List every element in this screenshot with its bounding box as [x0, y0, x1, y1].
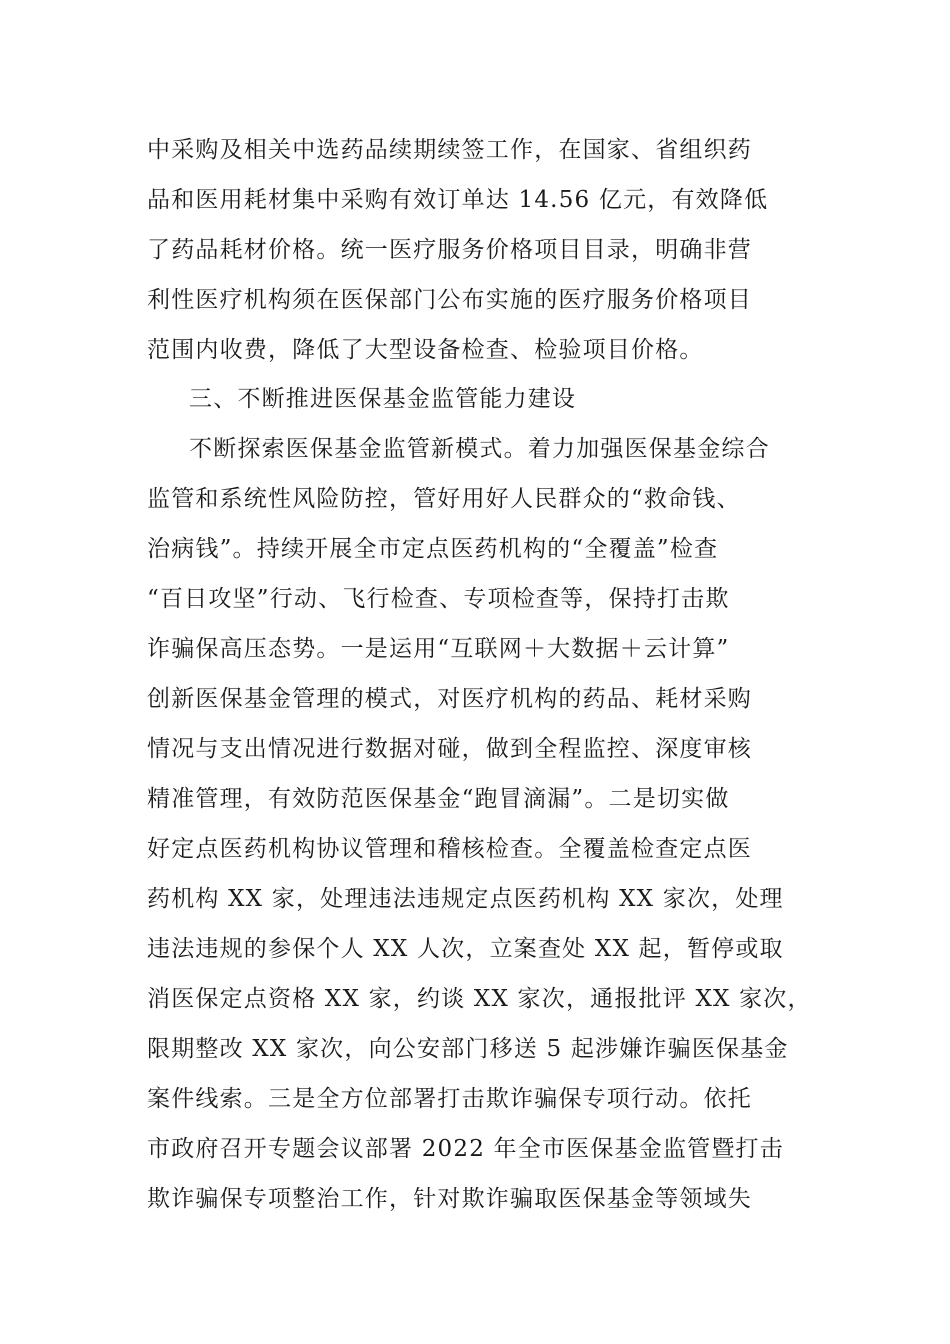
body-text-line: 情况与支出情况进行数据对碰，做到全程监控、深度审核: [147, 736, 752, 762]
body-text-line: “百日攻坚”行动、飞行检查、专项检查等，保持打击欺: [147, 586, 730, 612]
body-text-line: 诈骗保高压态势。一是运用“互联网＋大数据＋云计算”: [147, 636, 730, 662]
body-text-line: 违法违规的参保个人 XX 人次，立案查处 XX 起，暂停或取: [147, 936, 784, 962]
body-text-line: 欺诈骗保专项整治工作，针对欺诈骗取医保基金等领域失: [147, 1186, 752, 1212]
body-text-line: 治病钱”。持续开展全市定点医药机构的“全覆盖”检查: [147, 536, 719, 562]
body-text-line: 中采购及相关中选药品续期续签工作，在国家、省组织药: [147, 137, 752, 163]
body-text-line: 限期整改 XX 家次，向公安部门移送 5 起涉嫌诈骗医保基金: [147, 1036, 789, 1062]
body-text-line: 消医保定点资格 XX 家，约谈 XX 家次，通报批评 XX 家次，: [147, 986, 812, 1012]
body-text-line: 市政府召开专题会议部署 2022 年全市医保基金监管暨打击: [147, 1136, 784, 1162]
body-text-line: 精准管理，有效防范医保基金“跑冒滴漏”。二是切实做: [147, 786, 730, 812]
body-text-line: 了药品耗材价格。统一医疗服务价格项目目录，明确非营: [147, 237, 752, 263]
body-text-line: 好定点医药机构协议管理和稽核检查。全覆盖检查定点医: [147, 836, 752, 862]
body-text-line: 利性医疗机构须在医保部门公布实施的医疗服务价格项目: [147, 287, 752, 313]
paragraph-first-line: 不断探索医保基金监管新模式。着力加强医保基金综合: [189, 436, 770, 462]
body-text-line: 案件线索。三是全方位部署打击欺诈骗保专项行动。依托: [147, 1086, 752, 1112]
body-text-line: 范围内收费，降低了大型设备检查、检验项目价格。: [147, 337, 704, 363]
body-text-line: 监管和系统性风险防控，管好用好人民群众的“救命钱、: [147, 486, 741, 512]
body-text-line: 品和医用耗材集中采购有效订单达 14.56 亿元，有效降低: [147, 187, 769, 213]
body-text-line: 药机构 XX 家，处理违法违规定点医药机构 XX 家次，处理: [147, 886, 784, 912]
section-heading: 三、不断推进医保基金监管能力建设: [189, 386, 577, 412]
body-text-line: 创新医保基金管理的模式，对医疗机构的药品、耗材采购: [147, 686, 752, 712]
